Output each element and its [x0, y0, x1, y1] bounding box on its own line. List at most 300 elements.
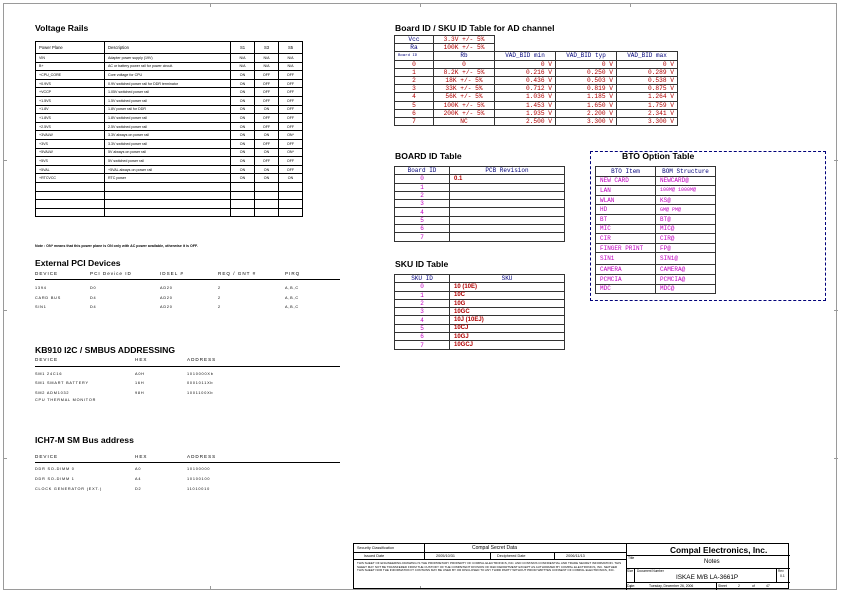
bto-cell: BT [596, 214, 656, 224]
board-sku-cell: 0.875 V [617, 85, 678, 93]
sku_id-cell: 5 [395, 324, 450, 332]
voltage-rails-row [36, 62, 303, 71]
sku_id-cell: 10C [450, 291, 565, 299]
voltage-rails-col: S5 [279, 42, 303, 54]
of-value: 47 [766, 584, 770, 588]
sku_id-cell: 10J (10EJ) [450, 316, 565, 324]
board-sku-cell: 1.036 V [495, 93, 556, 101]
voltage-rails-cell: 1.05V switched power rail [105, 88, 231, 97]
board-sku-cell: 1.935 V [495, 109, 556, 117]
voltage-rails-cell: +5VS [36, 157, 105, 166]
board-sku-cell: 7 [395, 117, 434, 125]
bto-cell: CAMERA@ [656, 265, 716, 275]
frame-tick [210, 586, 211, 590]
voltage-rails-cell: +RTCVCC [36, 174, 105, 183]
board-sku-cell: 100K +/- 5% [434, 101, 495, 109]
ra-label: Ra [395, 44, 434, 52]
sku_id-cell: 10 (10E) [450, 283, 565, 291]
frame-tick [3, 458, 7, 459]
board-sku-cell: 0.503 V [556, 76, 617, 84]
voltage-rails-title: Voltage Rails [35, 23, 89, 33]
bto-header-row [596, 167, 716, 177]
ra-value: 100K +/- 5% [434, 44, 495, 52]
voltage-rails-cell [255, 182, 279, 191]
voltage-rails-cell: ON [231, 157, 255, 166]
bto-row [596, 224, 716, 234]
board_id-cell: 1 [395, 183, 450, 191]
voltage-rails-cell: +5VAL always on power rail [105, 165, 231, 174]
of-label: of [752, 584, 755, 588]
board-sku-cell: 56K +/- 5% [434, 93, 495, 101]
sku_id-cell: 2 [395, 299, 450, 307]
board-sku-cell: 0.819 V [556, 85, 617, 93]
board-sku-cell: 1.759 V [617, 101, 678, 109]
bto-row [596, 243, 716, 253]
pci-col: PCI Device ID [90, 271, 132, 276]
voltage-rails-cell: ON [231, 71, 255, 80]
board-sku-row [395, 109, 678, 117]
voltage-rails-row [36, 182, 303, 191]
board-sku-cell: 3.300 V [617, 117, 678, 125]
kb910-cell: SM1 24C16 [35, 372, 63, 376]
kb910-extra: CPU THERMAL MONITOR [35, 398, 97, 402]
bto-cell: BT@ [656, 214, 716, 224]
company-name: Compal Electronics, Inc. [670, 545, 768, 555]
frame-tick [210, 3, 211, 7]
board-sku-cell: 2 [395, 76, 434, 84]
sku_id-row [395, 283, 565, 291]
board-sku-cell: 2.341 V [617, 109, 678, 117]
voltage-rails-cell: 3.3V always on power rail [105, 131, 231, 140]
voltage-rails-cell: OFF [279, 105, 303, 114]
board-sku-cell: 1.264 V [617, 93, 678, 101]
voltage-rails-cell [105, 200, 231, 209]
voltage-rails-row [36, 157, 303, 166]
sku_id-cell: 7 [395, 341, 450, 349]
voltage-rails-cell: 5V switched power rail [105, 157, 231, 166]
voltage-rails-cell: ON [231, 79, 255, 88]
board-sku-cell: 5 [395, 101, 434, 109]
board-sku-cell: 0.216 V [495, 68, 556, 76]
kb910-title: KB910 I2C / SMBUS ADDRESSING [35, 345, 176, 355]
board-sku-cell: 4 [395, 93, 434, 101]
sku_id-cell: 10GC [450, 308, 565, 316]
frame-tick [834, 458, 838, 459]
board-sku-cell: 1.453 V [495, 101, 556, 109]
ich7-col: ADDRESS [187, 454, 217, 459]
bto-cell: 100M@ 1000M@ [656, 186, 716, 196]
voltage-rails-cell: ON [231, 96, 255, 105]
voltage-rails-cell: OFF [279, 96, 303, 105]
board_id-cell: 2 [395, 191, 450, 199]
ich7-cell: D2 [135, 486, 142, 491]
voltage-rails-cell: 5V always on power rail [105, 148, 231, 157]
kb910-cell: 1001100Xb [187, 390, 214, 395]
sheet-value: 2 [738, 584, 740, 588]
voltage-rails-cell [105, 208, 231, 217]
board-sku-cell: 0 [434, 60, 495, 68]
voltage-rails-cell: OFF [255, 157, 279, 166]
board-sku-cell: 0.538 V [617, 76, 678, 84]
sku_id-cell: 10CJ [450, 324, 565, 332]
voltage-rails-cell: +CPU_CORE [36, 71, 105, 80]
voltage-rails-cell: ON [255, 105, 279, 114]
bto-title: BTO Option Table [622, 151, 695, 161]
board-sku-cell: 18K +/- 5% [434, 76, 495, 84]
voltage-rails-row [36, 71, 303, 80]
board_id-row [395, 183, 565, 191]
voltage-rails-cell: OFF [279, 71, 303, 80]
voltage-rails-cell: AC or battery power rail for power circuit. [105, 62, 231, 71]
voltage-rails-cell: ON [231, 105, 255, 114]
pci-cell: A,B,C [285, 286, 299, 290]
voltage-rails-cell [231, 191, 255, 200]
bto-cell: FP@ [656, 243, 716, 253]
voltage-rails-cell: +2.5VS [36, 122, 105, 131]
doc-number-value: ISKAE M/B LA-3661P [676, 574, 739, 581]
frame-tick [420, 3, 421, 7]
sku-id-table [394, 274, 565, 350]
voltage-rails-cell [231, 208, 255, 217]
bto-table [595, 166, 716, 294]
pci-devices-title: External PCI Devices [35, 258, 121, 268]
board_id-row [395, 200, 565, 208]
ich7-col: DEVICE [35, 454, 59, 459]
bto-row [596, 214, 716, 224]
bto-row [596, 205, 716, 215]
bto-row [596, 253, 716, 265]
date-value: Tuesday, December 26, 2006 [649, 584, 694, 588]
voltage-rails-cell: ON [231, 148, 255, 157]
board_id-row [395, 225, 565, 233]
voltage-rails-cell: N/A [279, 62, 303, 71]
voltage-rails-cell [36, 191, 105, 200]
sku_id-cell: 10GJ [450, 333, 565, 341]
voltage-rails-cell [36, 182, 105, 191]
sku-id-title: SKU ID Table [395, 259, 449, 269]
pci-cell: D0 [90, 286, 97, 290]
security-label: Security Classification [357, 546, 395, 550]
frame-tick [630, 3, 631, 7]
board-sku-row [395, 76, 678, 84]
sku_id-row [395, 291, 565, 299]
rev-label: Rev [778, 569, 784, 573]
voltage-rails-cell: N/A [231, 62, 255, 71]
board_id-cell: 5 [395, 216, 450, 224]
sheet-label: Sheet [718, 584, 727, 588]
board_id-header-row [395, 167, 565, 175]
size-label: Size [627, 569, 634, 573]
vcc-label: Vcc [395, 36, 434, 44]
issued-label: Issued Date [364, 554, 385, 558]
board-sku-cell: 2.200 V [556, 109, 617, 117]
voltage-rails-cell: ON [255, 165, 279, 174]
voltage-rails-cell: 1.8V power rail for DDR [105, 105, 231, 114]
voltage-rails-cell: +1.8V [36, 105, 105, 114]
voltage-rails-cell: OFF [279, 122, 303, 131]
voltage-rails-cell: OFF [279, 139, 303, 148]
board_id-row [395, 208, 565, 216]
ich7-cell: 10100100 [187, 476, 211, 481]
voltage-rails-cell: ON [231, 122, 255, 131]
kb910-cell: 0001011Xb [187, 381, 214, 386]
voltage-rails-cell: N/A [255, 54, 279, 63]
board-sku-col-max: VAD_BID max [617, 52, 678, 60]
voltage-rails-cell: ON [255, 148, 279, 157]
voltage-rails-cell: +VCCP [36, 88, 105, 97]
kb910-col: ADDRESS [187, 357, 217, 362]
kb910-cell: SM1 SMART BATTERY [35, 381, 89, 386]
pci-rule [35, 279, 340, 280]
pci-col: DEVICE [35, 271, 59, 276]
voltage-rails-cell: OFF [255, 114, 279, 123]
voltage-rails-row [36, 54, 303, 63]
voltage-rails-cell: ON [231, 165, 255, 174]
date-label: Date: [627, 584, 636, 588]
bto-cell: NEW CARD [596, 176, 656, 186]
voltage-rails-cell [279, 182, 303, 191]
pci-cell: CARD BUS [35, 295, 62, 300]
voltage-rails-cell: OFF [279, 165, 303, 174]
board_id-cell: 7 [395, 233, 450, 241]
board-sku-col-typ: VAD_BID typ [556, 52, 617, 60]
voltage-rails-row [36, 131, 303, 140]
board_id-cell: 6 [395, 225, 450, 233]
bto-cell: WLAN [596, 195, 656, 205]
pci-cell: AD20 [160, 295, 173, 300]
board-sku-row [395, 117, 678, 125]
ich7-title: ICH7-M SM Bus address [35, 435, 134, 445]
bto-cell: MDC [596, 284, 656, 294]
bto-cell: KS@ [656, 195, 716, 205]
voltage-rails-cell: +5VAL [36, 165, 105, 174]
voltage-rails-cell: ON [231, 131, 255, 140]
kb910-cell: A0H [135, 372, 145, 376]
ich7-cell: DDR SO-DIMM 0 [35, 467, 75, 471]
voltage-rails-row [36, 79, 303, 88]
voltage-rails-cell: +1.8VS [36, 114, 105, 123]
voltage-rails-cell: ON* [279, 148, 303, 157]
sku_id-header-row [395, 275, 565, 283]
sku_id-row [395, 341, 565, 349]
voltage-rails-cell: RTC power [105, 174, 231, 183]
bto-row [596, 186, 716, 196]
ich7-col: HEX [135, 454, 148, 459]
voltage-rails-cell: 1.5V switched power rail [105, 96, 231, 105]
voltage-rails-row [36, 139, 303, 148]
sku_id-cell: 6 [395, 333, 450, 341]
board-sku-cell: 0.712 V [495, 85, 556, 93]
ich7-cell: A0 [135, 467, 142, 471]
frame-tick [3, 160, 7, 161]
board_id-cell [450, 216, 565, 224]
voltage-rails-cell [105, 191, 231, 200]
voltage-rails-table [35, 41, 303, 217]
board-sku-row [395, 93, 678, 101]
voltage-rails-cell [105, 182, 231, 191]
bto-row [596, 265, 716, 275]
ich7-cell: CLOCK GENERATOR (EXT.) [35, 486, 103, 491]
voltage-rails-cell: OFF [255, 96, 279, 105]
board-sku-col-board-id: Board ID [395, 52, 434, 60]
board-sku-cell: 0.250 V [556, 68, 617, 76]
voltage-rails-cell: 2.5V switched power rail [105, 122, 231, 131]
voltage-rails-cell: OFF [279, 79, 303, 88]
voltage-rails-header-row [36, 42, 303, 54]
pci-cell: 2 [218, 286, 221, 290]
ich7-cell: A4 [135, 476, 142, 481]
bto-cell: PCMCIA [596, 274, 656, 284]
voltage-rails-cell [279, 200, 303, 209]
pci-cell: SIN1 [35, 305, 47, 309]
bto-col: BTO Item [596, 167, 656, 177]
bto-cell: MIC [596, 224, 656, 234]
sku_id-cell: 10G [450, 299, 565, 307]
board-sku-row [395, 60, 678, 68]
pci-cell: 2 [218, 295, 221, 300]
bto-cell: MDC@ [656, 284, 716, 294]
voltage-rails-cell: VIN [36, 54, 105, 63]
voltage-rails-cell: 1.8V switched power rail [105, 114, 231, 123]
voltage-rails-cell [36, 200, 105, 209]
voltage-rails-cell: 3.3V switched power rail [105, 139, 231, 148]
voltage-rails-col: S3 [255, 42, 279, 54]
voltage-rails-cell [231, 182, 255, 191]
sku_id-cell: 10GCJ [450, 341, 565, 349]
board_id-row [395, 175, 565, 183]
bto-row [596, 274, 716, 284]
pci-col: REQ / GNT # [218, 271, 257, 276]
voltage-rails-cell: Adapter power supply (19V) [105, 54, 231, 63]
voltage-rails-row [36, 114, 303, 123]
voltage-rails-cell [231, 200, 255, 209]
title-value: Notes [704, 559, 720, 565]
voltage-rails-cell: OFF [255, 79, 279, 88]
voltage-rails-cell: ON [231, 88, 255, 97]
pci-cell: AD20 [160, 286, 173, 290]
board_id-cell [450, 208, 565, 216]
disclaimer-text: THIS SHEET OF ENGINEERING DRAWING IS THE PROPRIETARY PROPERTY OF COMPAL ELECTRONICS, INC. AND CONTAINS CONFIDENTIAL AND TRADE SECRET INFORMATION. THIS SHEET MAY NOT BE TRANSFERED FROM THE CUSTODY OF THE COMPETENT DIVISION OF R&D DEPARTMENT EXCEPT AS AUTHORIZED BY COMPAL ELECTRONICS, INC. NEITHER THIS SHEET NOR THE INFORMATION IT CONTAINS MAY BE USED BY OR DISCLOSED TO ANY THIRD PARTY WITHOUT PRIOR WRITTEN CONSENT OF COMPAL ELECTRONICS, INC. [357, 561, 622, 573]
board-sku-col-rb: Rb [434, 52, 495, 60]
ich7-cell: 11010010 [187, 486, 211, 491]
voltage-rails-row [36, 88, 303, 97]
bto-cell: HD [596, 205, 656, 215]
ich7-cell: 10100000 [187, 467, 211, 471]
title-label: Title [628, 556, 635, 560]
board-sku-cell: 0 V [617, 60, 678, 68]
bto-cell: CIR@ [656, 234, 716, 244]
doc-number-label: Document Number [637, 569, 664, 573]
bto-cell: CIR [596, 234, 656, 244]
kb910-col: DEVICE [35, 357, 59, 362]
sku_id-cell: 0 [395, 283, 450, 291]
voltage-rails-cell: OFF [279, 88, 303, 97]
voltage-rails-cell: OFF [255, 139, 279, 148]
sku_id-row [395, 333, 565, 341]
security-value: Compal Secret Data [472, 545, 518, 551]
board-sku-row [395, 101, 678, 109]
sku_id-cell: 1 [395, 291, 450, 299]
bto-row [596, 195, 716, 205]
board-sku-cell: 3.300 V [556, 117, 617, 125]
bto-cell: SIN1 [596, 253, 656, 265]
voltage-rails-cell: +3VS [36, 139, 105, 148]
deciphered-value: 2006/11/13 [566, 554, 585, 558]
ich7-cell: DDR SO-DIMM 1 [35, 476, 75, 481]
pci-col: IDSEL # [160, 271, 184, 276]
voltage-rails-cell [255, 208, 279, 217]
board_id-cell: 3 [395, 200, 450, 208]
pci-cell: D4 [90, 295, 97, 300]
voltage-rails-cell: OFF [255, 122, 279, 131]
board-sku-row [395, 68, 678, 76]
bto-cell: SIN1@ [656, 253, 716, 265]
board_id-row [395, 233, 565, 241]
voltage-rails-cell [255, 191, 279, 200]
sku_id-row [395, 308, 565, 316]
voltage-rails-row [36, 191, 303, 200]
bto-cell: GM@ PM@ [656, 205, 716, 215]
bto-row [596, 284, 716, 294]
kb910-cell: 98H [135, 390, 145, 395]
board_id-row [395, 191, 565, 199]
bto-col: BOM Structure [656, 167, 716, 177]
voltage-rails-cell: B+ [36, 62, 105, 71]
voltage-rails-cell: ON [231, 114, 255, 123]
board-sku-cell: 1.185 V [556, 93, 617, 101]
voltage-rails-cell [36, 208, 105, 217]
voltage-rails-row [36, 165, 303, 174]
board-sku-table [394, 35, 678, 126]
board-sku-cell: 8.2K +/- 5% [434, 68, 495, 76]
voltage-rails-cell: ON [231, 139, 255, 148]
kb910-col: HEX [135, 357, 148, 362]
voltage-rails-note: Note : ON* means that this power plane is ON only with AC power available, otherwise it is OFF. [35, 244, 198, 248]
voltage-rails-cell [279, 208, 303, 217]
voltage-rails-cell: ON [279, 174, 303, 183]
board-sku-cell: 33K +/- 5% [434, 85, 495, 93]
voltage-rails-cell: +0.9VS [36, 79, 105, 88]
voltage-rails-col: Description [105, 42, 231, 54]
board-sku-cell: 0.436 V [495, 76, 556, 84]
board-sku-title: Board ID / SKU ID Table for AD channel [395, 23, 555, 33]
board-sku-cell: 0 V [495, 60, 556, 68]
voltage-rails-cell: N/A [255, 62, 279, 71]
board_id-cell [450, 183, 565, 191]
board-sku-cell: 0 [395, 60, 434, 68]
board-id-title: BOARD ID Table [395, 151, 462, 161]
voltage-rails-cell [255, 200, 279, 209]
board_id-cell: 0.1 [450, 175, 565, 183]
kb910-cell: 1010000Xb [187, 372, 214, 376]
bto-cell: PCMCIA@ [656, 274, 716, 284]
title-block [353, 543, 789, 589]
board-sku-cell: 0.289 V [617, 68, 678, 76]
board-sku-row [395, 85, 678, 93]
bto-row [596, 176, 716, 186]
board_id-cell: 0 [395, 175, 450, 183]
board_id-row [395, 216, 565, 224]
kb910-rule [35, 366, 340, 367]
bto-cell: NEWCARD@ [656, 176, 716, 186]
kb910-cell: SM2 ADM1032 [35, 390, 70, 395]
frame-tick [834, 160, 838, 161]
sku_id-cell: 3 [395, 308, 450, 316]
board-sku-cell: 2.500 V [495, 117, 556, 125]
board-sku-cell: NC [434, 117, 495, 125]
voltage-rails-cell: OFF [255, 71, 279, 80]
voltage-rails-row [36, 122, 303, 131]
